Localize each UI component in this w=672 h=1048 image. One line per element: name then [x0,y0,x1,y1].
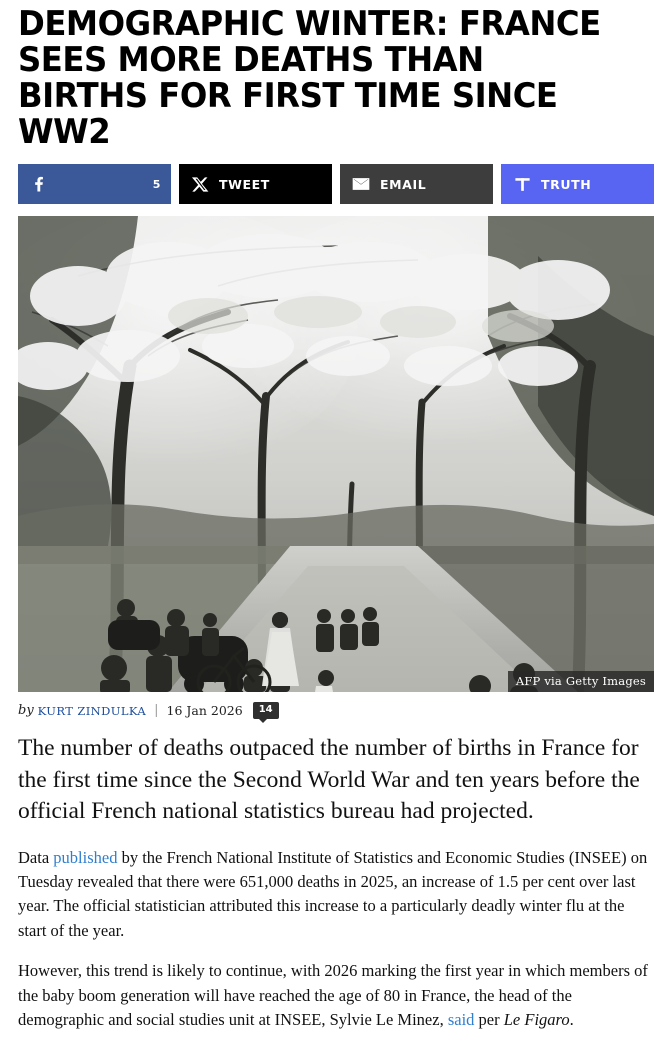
para1-text-2: by the French National Institute of Statistics and Economic Studies (INSEE) on Tuesday revealed that there were 651,000 deaths in 2025, an increase of 1.5 per cent over last year. The official statistician attributed this increase to a particularly deadly winter flu at the start of the year. [18,847,648,940]
para1-text-1: Data [18,847,54,867]
para2-text-3: . [569,1010,574,1030]
article-paragraph-1 [18,846,654,944]
page-title: DEMOGRAPHIC WINTER: FRANCE SEES MORE DEATHS THAN BIRTHS FOR FIRST TIME SINCE WW2 [18,4,601,153]
share-email-label: EMAIL [380,176,427,192]
article-page [0,6,672,1032]
share-twitter-button[interactable] [179,164,332,204]
byline-author[interactable]: KURT ZINDULKA [37,703,147,718]
share-email-button[interactable] [340,164,493,204]
byline-date: 16 Jan 2026 [166,703,243,719]
para2-text-2: per [474,1010,504,1030]
said-link[interactable]: said [447,1010,475,1030]
x-twitter-icon [189,173,211,195]
article-lede: The number of deaths outpaced the number of births in France for the first time since the Second World War and ten years before the official French national statistics bureau had projected. [18,735,640,825]
share-truth-button[interactable] [501,164,654,204]
image-credit: AFP via Getty Images [508,671,654,692]
para2-text-1: However, this trend is likely to continue, with 2026 marking the first year in which members of the baby boom generation will have reached the age of 80 in France, the head of the demographic and social studies unit at INSEE, Sylvie Le Minez, [18,961,648,1030]
truth-social-icon [511,173,533,195]
article-paragraph-2 [18,959,654,1032]
byline-separator: | [154,703,159,719]
share-facebook-count: 5 [152,177,161,191]
share-twitter-label: TWEET [219,176,270,192]
share-bar [18,164,654,204]
facebook-icon [28,173,50,195]
share-truth-label: TRUTH [541,176,592,192]
byline [18,702,654,719]
share-facebook-button[interactable] [18,164,171,204]
article-hero-image [18,216,654,692]
comment-count-badge[interactable]: 14 [253,702,279,719]
published-link[interactable]: published [53,847,118,867]
envelope-icon [350,173,372,195]
byline-by-label: by [18,703,34,719]
publication-name: Le Figaro [503,1010,570,1030]
